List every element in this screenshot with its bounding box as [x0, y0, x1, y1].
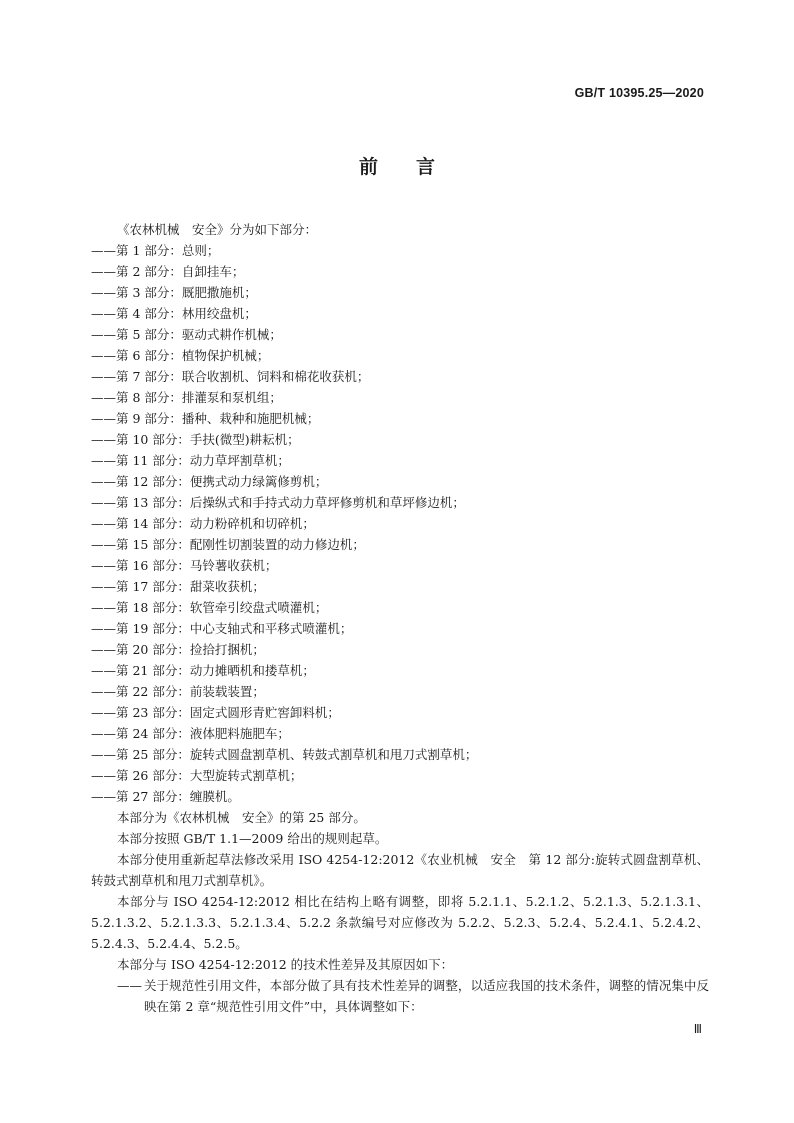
document-body [91, 219, 709, 1017]
list-item: ——第 15 部分：配刚性切割装置的动力修边机； [91, 537, 365, 552]
list-item: ——第 5 部分：驱动式耕作机械； [91, 327, 282, 342]
list-item: ——第 26 部分：大型旋转式割草机； [91, 768, 303, 783]
dash-marker: —— [117, 978, 142, 993]
list-item: ——第 21 部分：动力摊晒机和搂草机； [91, 663, 315, 678]
list-item: ——第 19 部分：中心支轴式和平移式喷灌机； [91, 621, 353, 636]
list-item: ——第 20 部分：捡拾打捆机； [91, 642, 265, 657]
paragraph-drafting-rules: 本部分按照 GB/T 1.1—2009 给出的规则起草。 [117, 831, 388, 846]
difference-item [91, 975, 709, 1017]
paragraph-part-statement: 本部分为《农林机械 安全》的第 25 部分。 [117, 810, 366, 825]
title-char-2: 言 [416, 156, 436, 178]
list-item: ——第 12 部分：便携式动力绿篱修剪机； [91, 474, 328, 489]
list-item: ——第 24 部分：液体肥料施肥车； [91, 726, 290, 741]
list-item: ——第 2 部分：自卸挂车； [91, 264, 245, 279]
list-item: ——第 27 部分：缠膜机。 [91, 789, 240, 804]
paragraph-structure-changes: 本部分与 ISO 4254-12:2012 相比在结构上略有调整，即将 5.2.1.1、5.2.1.2、5.2.1.3、5.2.1.3.1、5.2.1.3.2、5.2.1.3.3、5.2.1.3.4、5.2.2 条款编号对应修改为 5.2.2、5.2.3、5.2.4、5.2.4.1、5.2.4.2、5.2.4.3、5.2.4.4、5.2.5。 [91, 894, 709, 951]
page-number: Ⅲ [693, 1022, 702, 1036]
list-item: ——第 16 部分：马铃薯收获机； [91, 558, 278, 573]
list-item: ——第 22 部分：前装载装置； [91, 684, 265, 699]
list-item: ——第 14 部分：动力粉碎机和切碎机； [91, 516, 315, 531]
list-item: ——第 10 部分：手扶(微型)耕耘机； [91, 432, 300, 447]
page-title [0, 152, 794, 179]
title-char-1: 前 [358, 156, 378, 178]
list-item: ——第 9 部分：播种、栽种和施肥机械； [91, 411, 320, 426]
standard-number: GB/T 10395.25—2020 [574, 86, 704, 100]
list-item: ——第 3 部分：厩肥撒施机； [91, 285, 257, 300]
intro-line: 《农林机械 安全》分为如下部分： [117, 222, 318, 237]
paragraph-technical-differences: 本部分与 ISO 4254-12:2012 的技术性差异及其原因如下： [117, 957, 454, 972]
list-item: ——第 6 部分：植物保护机械； [91, 348, 270, 363]
list-item: ——第 8 部分：排灌泵和泵机组； [91, 390, 282, 405]
list-item: ——第 4 部分：林用绞盘机； [91, 306, 257, 321]
paragraph-adoption: 本部分使用重新起草法修改采用 ISO 4254-12:2012《农业机械 安全 第 12 部分:旋转式圆盘割草机、转鼓式割草机和甩刀式割草机》。 [91, 852, 709, 888]
list-item: ——第 7 部分：联合收割机、饲料和棉花收获机； [91, 369, 370, 384]
list-item: ——第 18 部分：软管牵引绞盘式喷灌机； [91, 600, 328, 615]
list-item: ——第 13 部分：后操纵式和手持式动力草坪修剪机和草坪修边机； [91, 495, 465, 510]
list-item: ——第 11 部分：动力草坪割草机； [91, 453, 290, 468]
list-item: ——第 1 部分：总则； [91, 243, 220, 258]
difference-text: 关于规范性引用文件，本部分做了具有技术性差异的调整，以适应我国的技术条件，调整的情况集中反映在第 2 章“规范性引用文件”中，具体调整如下： [144, 978, 709, 1014]
list-item: ——第 17 部分：甜菜收获机； [91, 579, 265, 594]
list-item: ——第 25 部分：旋转式圆盘割草机、转鼓式割草机和甩刀式割草机； [91, 747, 478, 762]
list-item: ——第 23 部分：固定式圆形青贮窖卸料机； [91, 705, 340, 720]
